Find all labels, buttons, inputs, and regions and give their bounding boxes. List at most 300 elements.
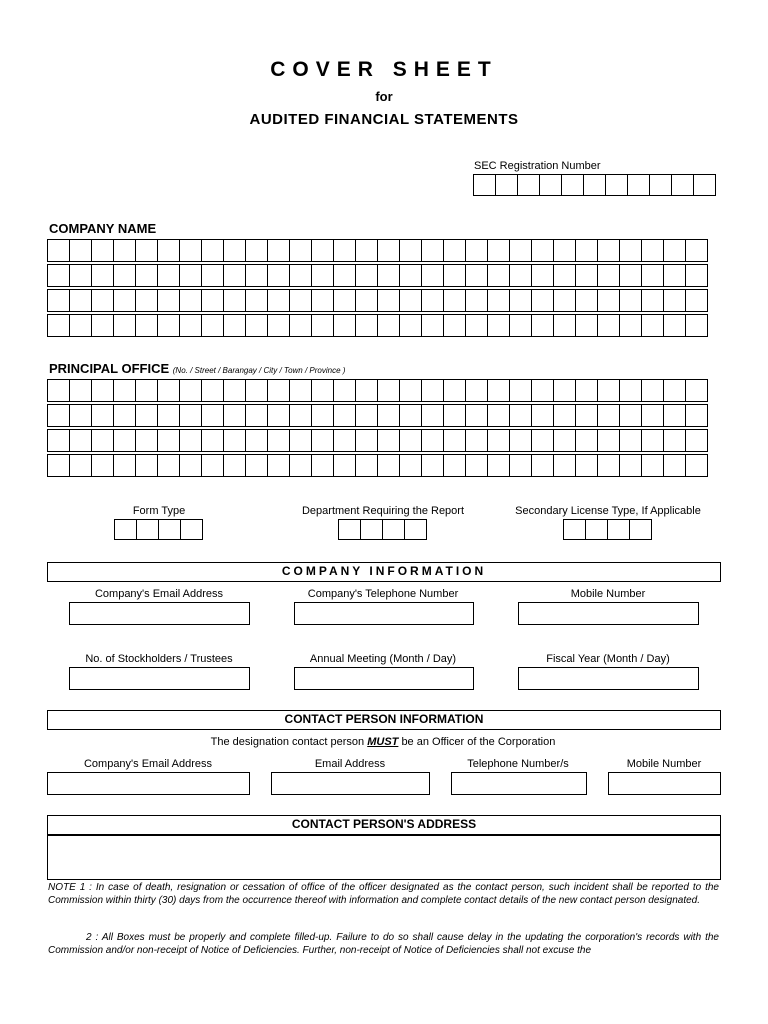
company-name-cell[interactable] xyxy=(267,264,290,287)
principal-office-cell[interactable] xyxy=(465,404,488,427)
principal-office-cell[interactable] xyxy=(399,454,422,477)
company-name-cell[interactable] xyxy=(69,264,92,287)
department-cell[interactable] xyxy=(338,519,361,540)
company-name-cell[interactable] xyxy=(641,264,664,287)
company-name-cell[interactable] xyxy=(179,264,202,287)
company-name-cell[interactable] xyxy=(509,314,532,337)
principal-office-cell[interactable] xyxy=(663,404,686,427)
secondary-license-label: Secondary License Type, If Applicable xyxy=(515,505,701,517)
company-name-cell[interactable] xyxy=(113,239,136,262)
contact-company-email-field[interactable] xyxy=(47,772,250,795)
principal-office-cell[interactable] xyxy=(509,404,532,427)
company-name-cell[interactable] xyxy=(201,239,224,262)
company-name-cell[interactable] xyxy=(201,264,224,287)
principal-office-cell[interactable] xyxy=(179,429,202,452)
principal-office-cell[interactable] xyxy=(223,379,246,402)
company-name-cell[interactable] xyxy=(575,314,598,337)
company-name-cell[interactable] xyxy=(355,314,378,337)
company-name-cell[interactable] xyxy=(641,314,664,337)
principal-office-cell[interactable] xyxy=(575,429,598,452)
principal-office-cell[interactable] xyxy=(399,429,422,452)
principal-office-cell[interactable] xyxy=(685,454,708,477)
principal-office-cell[interactable] xyxy=(597,404,620,427)
principal-office-cell[interactable] xyxy=(91,404,114,427)
company-name-cell[interactable] xyxy=(553,289,576,312)
company-name-cell[interactable] xyxy=(113,289,136,312)
company-name-cell[interactable] xyxy=(377,289,400,312)
principal-office-cell[interactable] xyxy=(685,429,708,452)
company-name-cell[interactable] xyxy=(267,314,290,337)
company-name-label: COMPANY NAME xyxy=(49,221,157,236)
principal-office-cell[interactable] xyxy=(399,379,422,402)
company-name-cell[interactable] xyxy=(597,239,620,262)
principal-office-cell[interactable] xyxy=(443,454,466,477)
form-type-cell[interactable] xyxy=(136,519,159,540)
company-name-cell[interactable] xyxy=(135,264,158,287)
designation-note-text: The designation contact person xyxy=(210,736,368,748)
principal-office-cell[interactable] xyxy=(509,454,532,477)
company-name-cell[interactable] xyxy=(245,289,268,312)
principal-office-cell[interactable] xyxy=(487,379,510,402)
principal-office-cell[interactable] xyxy=(47,429,70,452)
company-name-cell[interactable] xyxy=(355,264,378,287)
company-name-cell[interactable] xyxy=(311,314,334,337)
principal-office-cell[interactable] xyxy=(135,454,158,477)
company-name-cell[interactable] xyxy=(685,239,708,262)
secondary-license-cell[interactable] xyxy=(607,519,630,540)
company-name-cell[interactable] xyxy=(465,314,488,337)
designation-note xyxy=(211,736,556,748)
principal-office-cell[interactable] xyxy=(421,429,444,452)
principal-office-cell[interactable] xyxy=(311,379,334,402)
principal-office-cell[interactable] xyxy=(157,379,180,402)
sec-registration-cell[interactable] xyxy=(539,174,562,196)
principal-office-cell[interactable] xyxy=(201,429,224,452)
company-name-cell[interactable] xyxy=(619,314,642,337)
stockholders-field[interactable] xyxy=(69,667,250,690)
company-name-cell[interactable] xyxy=(487,264,510,287)
principal-office-cell[interactable] xyxy=(47,454,70,477)
principal-office-cell[interactable] xyxy=(509,429,532,452)
principal-office-cell[interactable] xyxy=(531,429,554,452)
contact-person-information-heading: CONTACT PERSON INFORMATION xyxy=(47,710,721,730)
company-name-cell[interactable] xyxy=(157,264,180,287)
company-name-cell[interactable] xyxy=(487,314,510,337)
company-name-cell[interactable] xyxy=(157,239,180,262)
company-name-cell[interactable] xyxy=(531,239,554,262)
company-name-cell[interactable] xyxy=(47,314,70,337)
principal-office-cell[interactable] xyxy=(421,454,444,477)
company-name-cell[interactable] xyxy=(289,289,312,312)
principal-office-cell[interactable] xyxy=(267,404,290,427)
principal-office-cell[interactable] xyxy=(333,379,356,402)
company-name-cell[interactable] xyxy=(179,314,202,337)
secondary-license-cell[interactable] xyxy=(563,519,586,540)
principal-office-cell[interactable] xyxy=(311,404,334,427)
principal-office-cell[interactable] xyxy=(531,379,554,402)
contact-email-label: Email Address xyxy=(314,758,386,770)
principal-office-cell[interactable] xyxy=(267,454,290,477)
department-cell[interactable] xyxy=(360,519,383,540)
principal-office-cell[interactable] xyxy=(619,429,642,452)
company-name-cell[interactable] xyxy=(311,264,334,287)
company-name-cell[interactable] xyxy=(575,289,598,312)
principal-office-cell[interactable] xyxy=(69,379,92,402)
company-name-cell[interactable] xyxy=(47,289,70,312)
contact-company-email-label: Company's Email Address xyxy=(83,758,213,770)
note-1: NOTE 1 : In case of death, resignation or cessation of office of the officer designated as the contact person, such incident shall be reported to the Commission within thirty (30) days from the occurrence thereof with information and complete contact details of the new contact person designated. xyxy=(48,882,719,906)
sec-registration-cell[interactable] xyxy=(583,174,606,196)
company-name-cell[interactable] xyxy=(179,289,202,312)
form-type-cell[interactable] xyxy=(158,519,181,540)
principal-office-cell[interactable] xyxy=(663,429,686,452)
stockholders-label: No. of Stockholders / Trustees xyxy=(85,653,233,665)
principal-office-cell[interactable] xyxy=(597,454,620,477)
principal-office-cell[interactable] xyxy=(157,429,180,452)
principal-office-heading xyxy=(49,361,345,376)
company-name-cell[interactable] xyxy=(91,264,114,287)
principal-office-cell[interactable] xyxy=(289,454,312,477)
company-name-cell[interactable] xyxy=(399,264,422,287)
fiscal-year-label: Fiscal Year (Month / Day) xyxy=(546,653,670,665)
company-name-cell[interactable] xyxy=(245,239,268,262)
company-name-cell[interactable] xyxy=(91,289,114,312)
company-name-cell[interactable] xyxy=(223,239,246,262)
principal-office-cell[interactable] xyxy=(135,429,158,452)
company-name-cell[interactable] xyxy=(333,239,356,262)
principal-office-cell[interactable] xyxy=(487,454,510,477)
principal-office-cell[interactable] xyxy=(267,379,290,402)
company-telephone-field[interactable] xyxy=(294,602,474,625)
contact-email-field[interactable] xyxy=(271,772,430,795)
company-email-field[interactable] xyxy=(69,602,250,625)
principal-office-cell[interactable] xyxy=(377,429,400,452)
company-name-cell[interactable] xyxy=(509,289,532,312)
company-name-cell[interactable] xyxy=(289,264,312,287)
principal-office-cell[interactable] xyxy=(487,429,510,452)
company-name-row xyxy=(48,240,708,262)
company-name-cell[interactable] xyxy=(69,239,92,262)
department-cell[interactable] xyxy=(382,519,405,540)
principal-office-cell[interactable] xyxy=(399,404,422,427)
company-name-cell[interactable] xyxy=(487,239,510,262)
company-name-cell[interactable] xyxy=(509,239,532,262)
company-name-cell[interactable] xyxy=(421,314,444,337)
principal-office-cell[interactable] xyxy=(179,404,202,427)
principal-office-cell[interactable] xyxy=(487,404,510,427)
contact-mobile-field[interactable] xyxy=(608,772,721,795)
principal-office-cell[interactable] xyxy=(465,454,488,477)
note-2: 2 : All Boxes must be properly and complete filled-up. Failure to do so shall cause delay in the updating the corporation's records with the Commission and/or non-receipt of Notice of Deficiencies. Further, non-receipt of Notice of Deficiencies shall not excuse the xyxy=(48,932,719,956)
principal-office-cell[interactable] xyxy=(575,379,598,402)
principal-office-cell[interactable] xyxy=(223,429,246,452)
principal-office-cell[interactable] xyxy=(69,429,92,452)
company-name-cell[interactable] xyxy=(443,314,466,337)
principal-office-cell[interactable] xyxy=(553,404,576,427)
principal-office-cell[interactable] xyxy=(619,454,642,477)
company-name-cell[interactable] xyxy=(223,314,246,337)
company-name-cell[interactable] xyxy=(421,289,444,312)
principal-office-cell[interactable] xyxy=(641,404,664,427)
principal-office-cell[interactable] xyxy=(641,454,664,477)
company-name-cell[interactable] xyxy=(245,314,268,337)
company-name-cell[interactable] xyxy=(333,289,356,312)
company-name-cell[interactable] xyxy=(465,239,488,262)
company-name-cell[interactable] xyxy=(223,289,246,312)
principal-office-cell[interactable] xyxy=(157,404,180,427)
company-name-cell[interactable] xyxy=(399,289,422,312)
company-name-cell[interactable] xyxy=(69,289,92,312)
company-name-cell[interactable] xyxy=(465,289,488,312)
company-name-cell[interactable] xyxy=(663,314,686,337)
company-name-cell[interactable] xyxy=(641,289,664,312)
principal-office-cell[interactable] xyxy=(575,404,598,427)
principal-office-cell[interactable] xyxy=(201,404,224,427)
fiscal-year-field[interactable] xyxy=(518,667,699,690)
company-name-cell[interactable] xyxy=(179,239,202,262)
principal-office-cell[interactable] xyxy=(641,379,664,402)
principal-office-cell[interactable] xyxy=(179,454,202,477)
company-name-cell[interactable] xyxy=(597,289,620,312)
company-name-cell[interactable] xyxy=(619,289,642,312)
principal-office-cell[interactable] xyxy=(377,404,400,427)
contact-address-field[interactable] xyxy=(47,835,721,880)
company-name-cell[interactable] xyxy=(267,239,290,262)
principal-office-row xyxy=(48,455,708,477)
principal-office-cell[interactable] xyxy=(245,429,268,452)
principal-office-cell[interactable] xyxy=(531,454,554,477)
principal-office-cell[interactable] xyxy=(91,379,114,402)
principal-office-cell[interactable] xyxy=(289,404,312,427)
principal-office-cell[interactable] xyxy=(377,379,400,402)
principal-office-cell[interactable] xyxy=(69,454,92,477)
company-name-cell[interactable] xyxy=(641,239,664,262)
company-name-cell[interactable] xyxy=(663,239,686,262)
company-name-cell[interactable] xyxy=(289,314,312,337)
company-name-cell[interactable] xyxy=(597,264,620,287)
company-name-cell[interactable] xyxy=(113,314,136,337)
principal-office-cell[interactable] xyxy=(113,429,136,452)
form-type-cell[interactable] xyxy=(180,519,203,540)
contact-telephone-label: Telephone Number/s xyxy=(467,758,569,770)
principal-office-cell[interactable] xyxy=(597,429,620,452)
sec-registration-cell[interactable] xyxy=(671,174,694,196)
principal-office-cell[interactable] xyxy=(223,404,246,427)
contact-mobile-label: Mobile Number xyxy=(626,758,702,770)
principal-office-cell[interactable] xyxy=(553,429,576,452)
company-name-cell[interactable] xyxy=(113,264,136,287)
principal-office-cell[interactable] xyxy=(421,379,444,402)
company-name-cell[interactable] xyxy=(377,264,400,287)
company-name-cell[interactable] xyxy=(509,264,532,287)
department-boxes xyxy=(339,520,427,540)
form-type-cell[interactable] xyxy=(114,519,137,540)
company-name-cell[interactable] xyxy=(421,239,444,262)
company-name-cell[interactable] xyxy=(685,289,708,312)
sec-registration-cell[interactable] xyxy=(693,174,716,196)
company-name-cell[interactable] xyxy=(531,264,554,287)
contact-telephone-field[interactable] xyxy=(451,772,587,795)
company-name-cell[interactable] xyxy=(399,239,422,262)
company-name-cell[interactable] xyxy=(443,239,466,262)
company-name-cell[interactable] xyxy=(355,239,378,262)
principal-office-cell[interactable] xyxy=(685,404,708,427)
company-name-cell[interactable] xyxy=(157,314,180,337)
company-name-cell[interactable] xyxy=(487,289,510,312)
principal-office-cell[interactable] xyxy=(267,429,290,452)
principal-office-cell[interactable] xyxy=(201,454,224,477)
company-name-row xyxy=(48,315,708,337)
company-mobile-field[interactable] xyxy=(518,602,699,625)
sec-registration-cell[interactable] xyxy=(517,174,540,196)
principal-office-grid xyxy=(48,380,708,477)
principal-office-cell[interactable] xyxy=(333,454,356,477)
company-name-cell[interactable] xyxy=(135,239,158,262)
principal-office-cell[interactable] xyxy=(663,454,686,477)
principal-office-cell[interactable] xyxy=(201,379,224,402)
company-name-cell[interactable] xyxy=(135,314,158,337)
principal-office-cell[interactable] xyxy=(179,379,202,402)
principal-office-row xyxy=(48,380,708,402)
company-name-cell[interactable] xyxy=(267,289,290,312)
company-name-cell[interactable] xyxy=(597,314,620,337)
principal-office-label: PRINCIPAL OFFICE xyxy=(49,361,170,376)
company-name-cell[interactable] xyxy=(421,264,444,287)
principal-office-cell[interactable] xyxy=(597,379,620,402)
company-name-cell[interactable] xyxy=(135,289,158,312)
principal-office-cell[interactable] xyxy=(47,404,70,427)
company-name-cell[interactable] xyxy=(47,264,70,287)
principal-office-cell[interactable] xyxy=(113,404,136,427)
company-name-cell[interactable] xyxy=(465,264,488,287)
company-name-cell[interactable] xyxy=(685,264,708,287)
company-name-cell[interactable] xyxy=(223,264,246,287)
principal-office-cell[interactable] xyxy=(641,429,664,452)
company-name-cell[interactable] xyxy=(685,314,708,337)
company-name-cell[interactable] xyxy=(69,314,92,337)
company-name-cell[interactable] xyxy=(245,264,268,287)
company-name-cell[interactable] xyxy=(553,264,576,287)
principal-office-cell[interactable] xyxy=(443,429,466,452)
principal-office-cell[interactable] xyxy=(553,379,576,402)
principal-office-cell[interactable] xyxy=(531,404,554,427)
principal-office-cell[interactable] xyxy=(135,379,158,402)
company-name-cell[interactable] xyxy=(443,264,466,287)
principal-office-cell[interactable] xyxy=(223,454,246,477)
sec-registration-cell[interactable] xyxy=(495,174,518,196)
principal-office-cell[interactable] xyxy=(157,454,180,477)
company-email-label: Company's Email Address xyxy=(94,588,224,600)
principal-office-cell[interactable] xyxy=(289,429,312,452)
principal-office-cell[interactable] xyxy=(575,454,598,477)
principal-office-cell[interactable] xyxy=(685,379,708,402)
principal-office-cell[interactable] xyxy=(333,429,356,452)
company-name-cell[interactable] xyxy=(399,314,422,337)
company-name-cell[interactable] xyxy=(201,314,224,337)
principal-office-cell[interactable] xyxy=(553,454,576,477)
principal-office-cell[interactable] xyxy=(91,429,114,452)
principal-office-cell[interactable] xyxy=(311,454,334,477)
principal-office-cell[interactable] xyxy=(443,379,466,402)
company-name-cell[interactable] xyxy=(553,314,576,337)
principal-office-cell[interactable] xyxy=(355,379,378,402)
principal-office-cell[interactable] xyxy=(443,404,466,427)
principal-office-row xyxy=(48,405,708,427)
sec-registration-cell[interactable] xyxy=(473,174,496,196)
company-name-cell[interactable] xyxy=(531,289,554,312)
company-name-cell[interactable] xyxy=(377,239,400,262)
company-name-cell[interactable] xyxy=(91,239,114,262)
company-name-cell[interactable] xyxy=(201,289,224,312)
principal-office-cell[interactable] xyxy=(663,379,686,402)
company-name-cell[interactable] xyxy=(619,264,642,287)
principal-office-cell[interactable] xyxy=(289,379,312,402)
principal-office-cell[interactable] xyxy=(377,454,400,477)
company-name-cell[interactable] xyxy=(91,314,114,337)
principal-office-cell[interactable] xyxy=(135,404,158,427)
principal-office-cell[interactable] xyxy=(619,404,642,427)
sec-registration-cell[interactable] xyxy=(605,174,628,196)
principal-office-cell[interactable] xyxy=(113,454,136,477)
principal-office-cell[interactable] xyxy=(113,379,136,402)
company-name-cell[interactable] xyxy=(311,289,334,312)
company-name-cell[interactable] xyxy=(289,239,312,262)
company-name-cell[interactable] xyxy=(663,264,686,287)
company-name-cell[interactable] xyxy=(553,239,576,262)
sec-registration-cell[interactable] xyxy=(649,174,672,196)
company-name-cell[interactable] xyxy=(333,314,356,337)
company-name-cell[interactable] xyxy=(377,314,400,337)
sec-registration-cell[interactable] xyxy=(627,174,650,196)
company-name-cell[interactable] xyxy=(531,314,554,337)
principal-office-cell[interactable] xyxy=(619,379,642,402)
company-name-cell[interactable] xyxy=(575,264,598,287)
secondary-license-cell[interactable] xyxy=(629,519,652,540)
secondary-license-cell[interactable] xyxy=(585,519,608,540)
department-cell[interactable] xyxy=(404,519,427,540)
company-name-cell[interactable] xyxy=(443,289,466,312)
company-name-cell[interactable] xyxy=(663,289,686,312)
principal-office-cell[interactable] xyxy=(245,454,268,477)
sec-registration-boxes xyxy=(474,175,716,196)
company-name-cell[interactable] xyxy=(355,289,378,312)
principal-office-cell[interactable] xyxy=(69,404,92,427)
sec-registration-cell[interactable] xyxy=(561,174,584,196)
company-name-cell[interactable] xyxy=(575,239,598,262)
principal-office-cell[interactable] xyxy=(245,379,268,402)
principal-office-cell[interactable] xyxy=(311,429,334,452)
principal-office-cell[interactable] xyxy=(465,379,488,402)
principal-office-hint: (No. / Street / Barangay / City / Town / Province ) xyxy=(172,366,346,375)
company-name-cell[interactable] xyxy=(311,239,334,262)
annual-meeting-field[interactable] xyxy=(294,667,474,690)
principal-office-cell[interactable] xyxy=(355,454,378,477)
principal-office-cell[interactable] xyxy=(509,379,532,402)
principal-office-cell[interactable] xyxy=(91,454,114,477)
principal-office-cell[interactable] xyxy=(421,404,444,427)
company-name-cell[interactable] xyxy=(333,264,356,287)
principal-office-cell[interactable] xyxy=(47,379,70,402)
principal-office-cell[interactable] xyxy=(355,404,378,427)
principal-office-cell[interactable] xyxy=(465,429,488,452)
company-name-cell[interactable] xyxy=(619,239,642,262)
principal-office-cell[interactable] xyxy=(355,429,378,452)
company-name-cell[interactable] xyxy=(47,239,70,262)
principal-office-cell[interactable] xyxy=(333,404,356,427)
company-name-cell[interactable] xyxy=(157,289,180,312)
principal-office-cell[interactable] xyxy=(245,404,268,427)
company-name-row xyxy=(48,290,708,312)
